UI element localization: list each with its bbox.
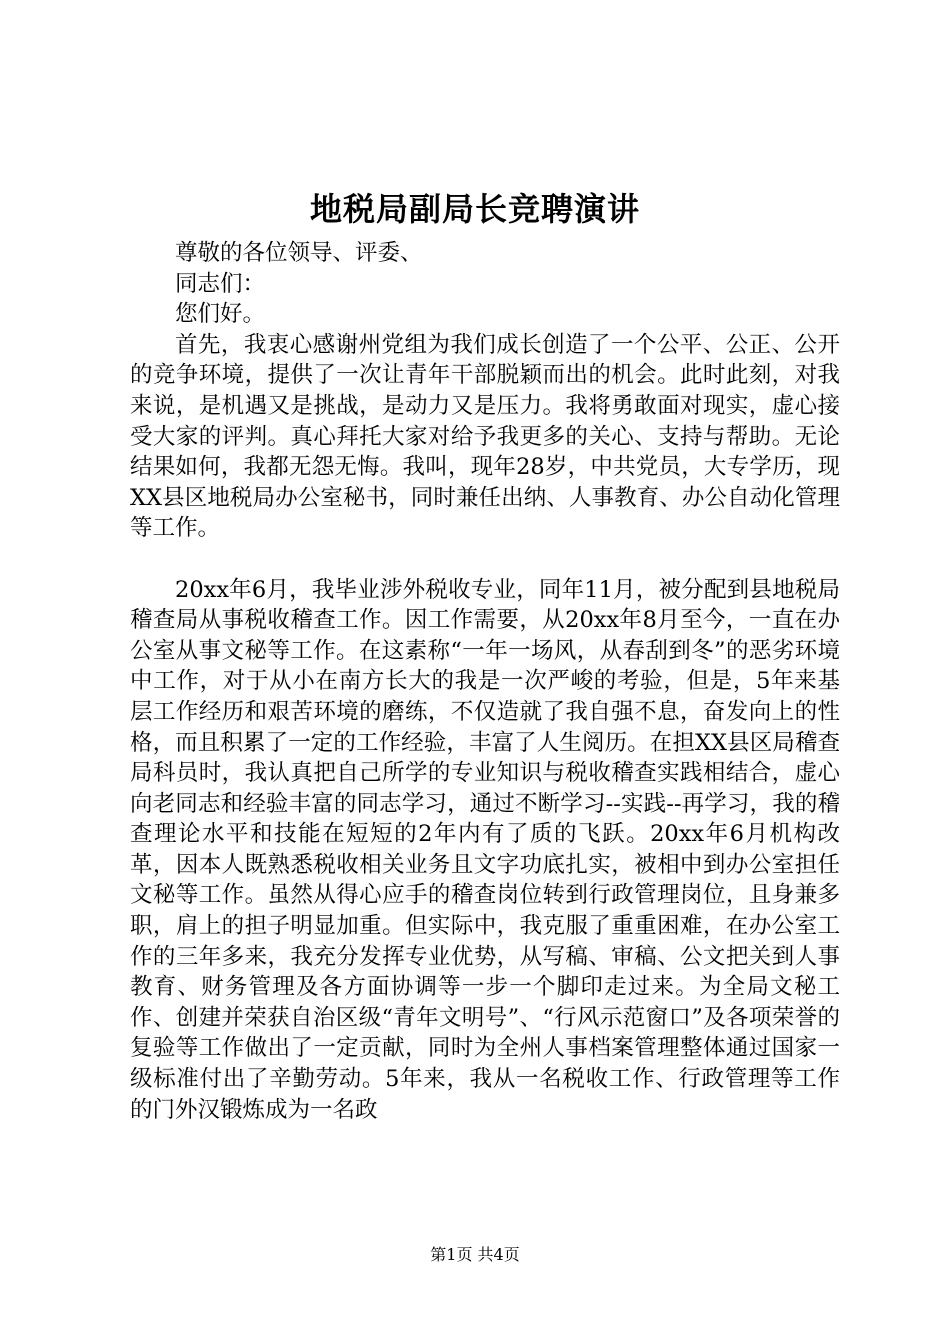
salutation-line-1: 尊敬的各位领导、评委、 [175,240,423,266]
greeting-line: 您们好。 [175,301,266,328]
salutation-line-2: 同志们： [175,270,266,297]
page-footer: 第1页 共4页 [430,1245,520,1264]
paragraph-2: 20xx年6月，我毕业涉外税收专业，同年11月，被分配到县地税局稽查局从事税收稽查工作。因工作需要，从20xx年8月至今，一直在办公室从事文秘等工作。在这素称“一年一场风，从春刮到冬”的恶劣环境中工作，对于从小在南方长大的我是一次严峻的考验，但是，5年来基层工作经历和艰苦环境的磨练，不仅造就了我自强不息，奋发向上的性格，而且积累了一定的工作经验，丰富了人生阅历。在担XX县区局稽查局科员时，我认真把自己所学的专业知识与税收稽查实践相结合，虚心向老同志和经验丰富的同志学习，通过不断学习--实践--再学习，我的稽查理论水平和技能在短短的2年内有了质的飞跃。20xx年6月机构改革，因本人既熟悉税收相关业务且文字功底扎实，被相中到办公室担任文秘等工作。虽然从得心应手的稽查岗位转到行政管理岗位，且身兼多职，肩上的担子明显加重。但实际中，我克服了重重困难，在办公室工作的三年多来，我充分发挥专业优势，从写稿、审稿、公文把关到人事教育、财务管理及各方面协调等一步一个脚印走过来。为全局文秘工作、创建并荣获自治区级“青年文明号”、“行风示范窗口”及各项荣誉的复验等工作做出了一定贡献，同时为全州人事档案管理整体通过国家一级标准付出了辛勤劳动。5年来，我从一名税收工作、行政管理等工作的门外汉锻炼成为一名政 [130,576,840,1123]
paragraph-1: 首先，我衷心感谢州党组为我们成长创造了一个公平、公正、公开的竞争环境，提供了一次让青年干部脱颖而出的机会。此时此刻，对我来说，是机遇又是挑战，是动力又是压力。我将勇敢面对现实，虚心接受大家的评判。真心拜托大家对给予我更多的关心、支持与帮助。无论结果如何，我都无怨无悔。我叫，现年28岁，中共党员，大专学历，现XX县区地税局办公室秘书，同时兼任出纳、人事教育、办公自动化管理等工作。 [130,331,840,542]
document-title: 地税局副局长竞聘演讲 [309,190,640,228]
document-body [130,238,840,1125]
